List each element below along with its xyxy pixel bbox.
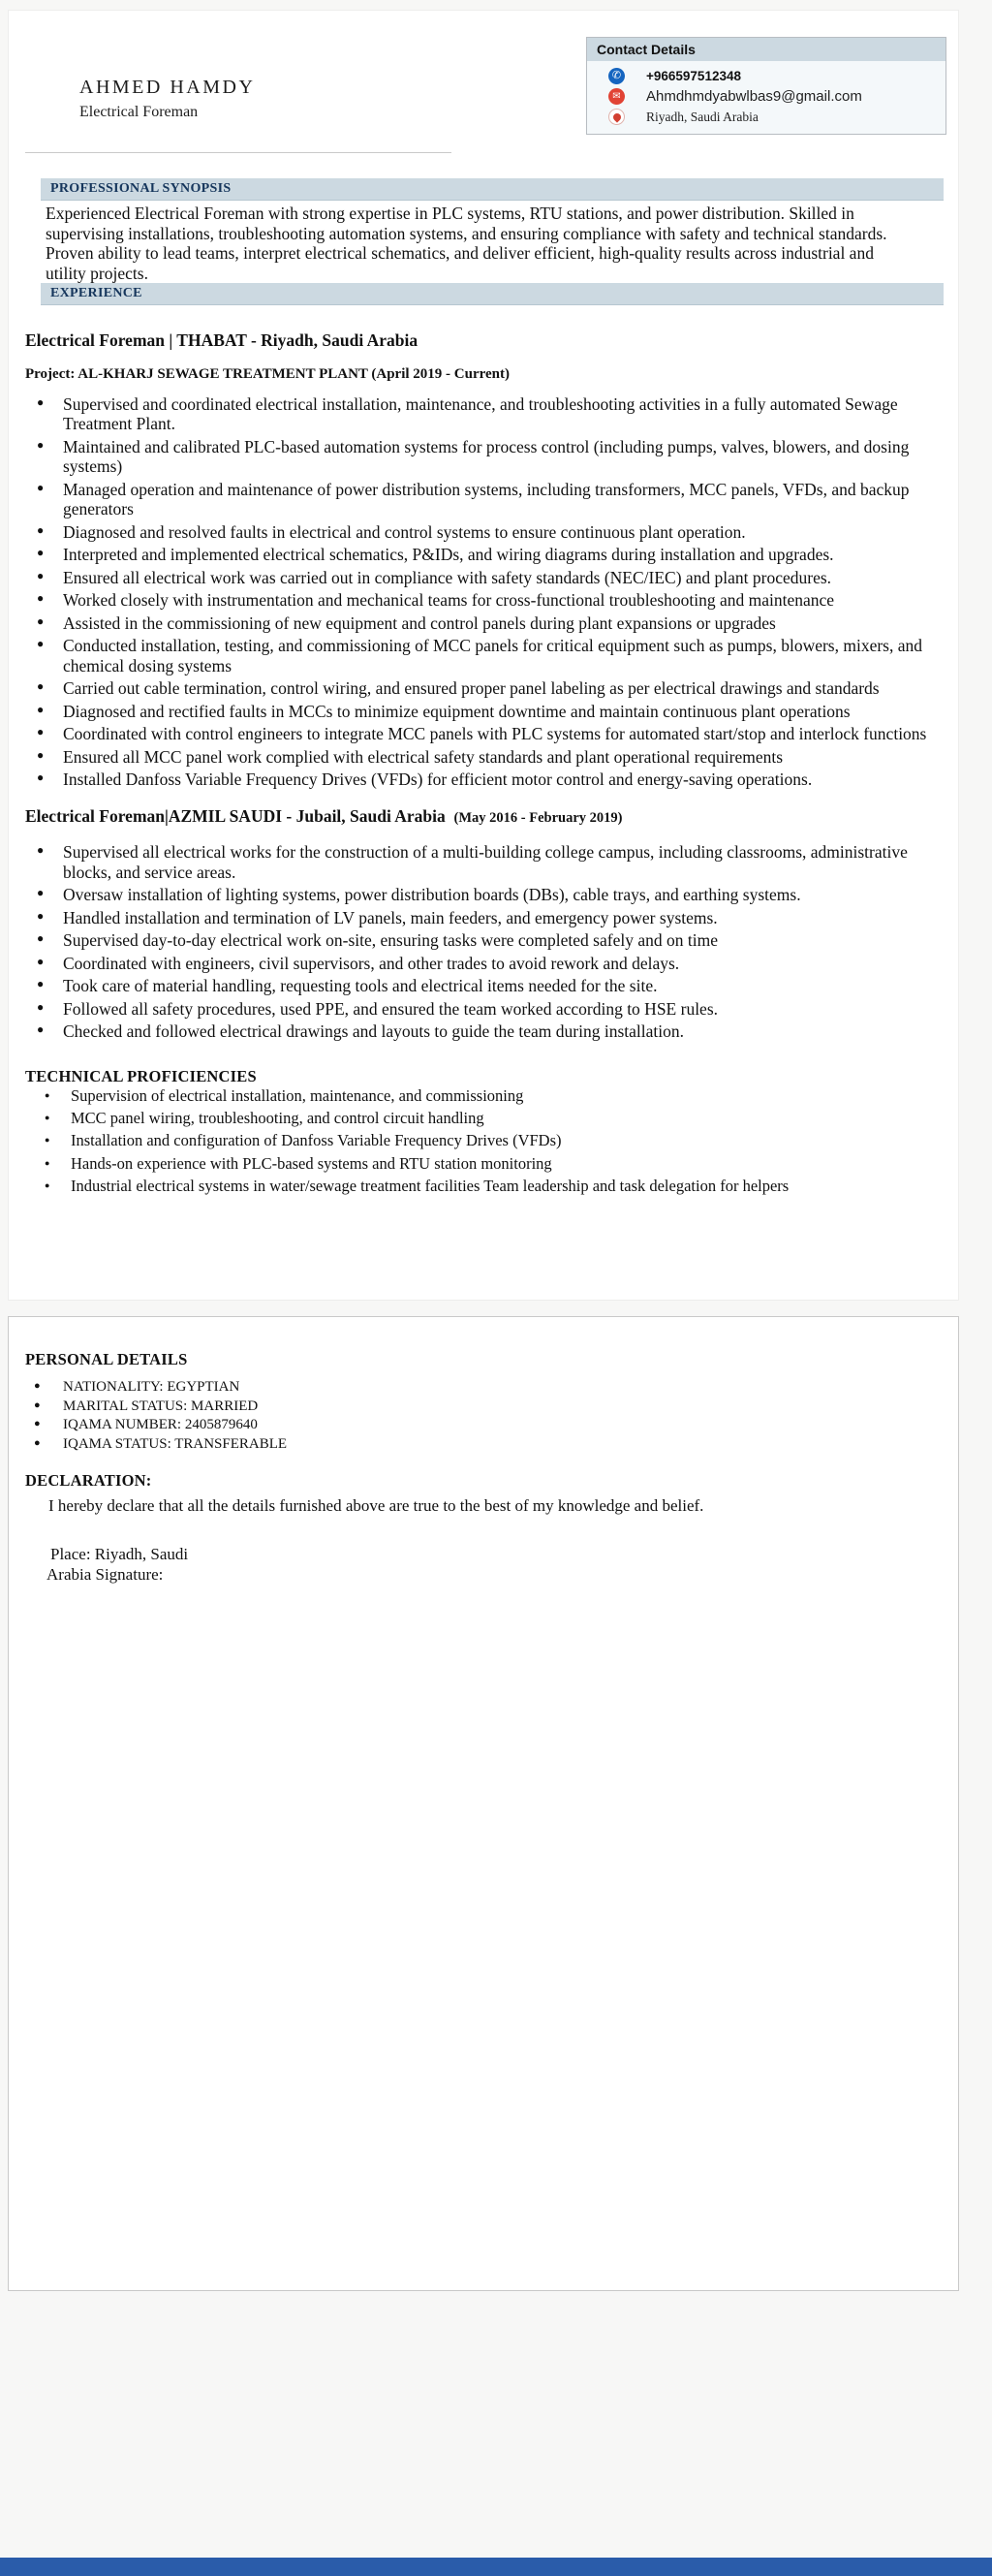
location-pin-icon [608,109,625,125]
job1-bullet-item [37,724,946,743]
bullet-icon: ● [45,1089,50,1100]
job1-bullet-item [37,480,946,519]
bullet-text: Followed all safety procedures, used PPE, and ensured the team worked according to HSE rules. [63,998,719,1019]
bullet-text: IQAMA NUMBER: 2405879640 [63,1417,258,1432]
contact-row-location [595,107,938,127]
bullet-icon: ● [37,568,45,582]
identity-block [79,77,255,121]
job1-bullet-item [37,545,946,564]
job1-bullet-item [37,568,946,587]
bullet-text: Diagnosed and resolved faults in electrical and control systems to ensure continuous plant operation. [63,521,746,542]
location-pin-shape [611,111,622,122]
job2-bullet-item [37,976,946,995]
personal-detail-item [34,1436,946,1453]
header-divider [25,152,451,153]
job2-bullet-list [25,842,946,1041]
contact-details-title: Contact Details [587,38,946,61]
job1-bullet-item [37,394,946,434]
bullet-text: Supervised all electrical works for the construction of a multi-building college campus, including classrooms, administrative blocks, and service areas. [63,842,908,882]
bullet-icon: ● [37,546,45,560]
job2-bullet-item [37,930,946,950]
bullet-icon: ● [37,999,45,1014]
technical-item [45,1131,946,1149]
bullet-icon: ● [37,977,45,991]
section-header-professional-synopsis: PROFESSIONAL SYNOPSIS [41,178,944,201]
place-line-1: Place: Riyadh, Saudi [50,1545,189,1564]
bullet-icon: ● [37,591,45,606]
bullet-text: Diagnosed and rectified faults in MCCs to minimize equipment downtime and maintain continuous plant operations [63,701,851,721]
bullet-text: Coordinated with control engineers to integrate MCC panels with PLC systems for automated start/stop and interlock functions [63,724,927,744]
bullet-icon: ● [37,843,45,858]
technical-proficiencies-heading: TECHNICAL PROFICIENCIES [25,1066,257,1085]
job1-bullet-item [37,702,946,721]
declaration-heading: DECLARATION: [25,1471,152,1490]
job2-bullet-item [37,908,946,927]
job1-bullet-item [37,770,946,789]
phone-icon: ✆ [608,68,625,84]
bullet-icon: ● [45,1179,50,1190]
bullet-icon: ● [37,931,45,946]
technical-list [25,1086,946,1195]
bullet-text: Supervised and coordinated electrical installation, maintenance, and troubleshooting activities in a fully automated Sewage Treatment Plant. [63,394,898,434]
contact-location: Riyadh, Saudi Arabia [646,109,759,124]
contact-rows [587,61,946,134]
job2-bullet-item [37,885,946,904]
bullet-icon: ● [37,613,45,628]
bullet-icon: ● [37,770,45,784]
contact-details-card [586,37,946,135]
bullet-icon: ● [37,637,45,651]
job2-bullet-item [37,1021,946,1041]
bullet-icon: ● [34,1436,41,1449]
bullet-icon: ● [37,702,45,716]
job1-project-line: Project: AL-KHARJ SEWAGE TREATMENT PLANT (April 2019 - Current) [25,366,511,382]
bullet-text: Conducted installation, testing, and commissioning of MCC panels for critical equipment such as pumps, blowers, mixers, and chemical dosing systems [63,636,923,675]
job1-bullet-item [37,678,946,698]
bullet-icon: ● [34,1398,41,1411]
technical-item [45,1154,946,1173]
bullet-icon: ● [34,1380,41,1392]
bullet-text: MARITAL STATUS: MARRIED [63,1398,259,1414]
declaration-text: I hereby declare that all the details furnished above are true to the best of my knowledge and belief. [48,1496,704,1515]
candidate-job-title: Electrical Foreman [79,104,199,120]
technical-item [45,1109,946,1127]
place-line-2: Arabia Signature: [46,1564,164,1584]
bullet-icon: ● [37,437,45,452]
bullet-text: Handled installation and termination of LV panels, main feeders, and emergency power systems. [63,907,718,927]
job1-bullet-list [25,394,946,789]
job2-dates: (May 2016 - February 2019) [453,810,623,827]
job1-bullet-item [37,613,946,633]
bottom-blue-bar [0,2558,992,2576]
bullet-text: Carried out cable termination, control wiring, and ensured proper panel labeling as per electrical drawings and standards [63,678,880,699]
bullet-icon: ● [37,395,45,409]
job1-bullet-item [37,747,946,767]
job2-title: Electrical Foreman|AZMIL SAUDI - Jubail, Saudi Arabia [25,806,446,827]
bullet-text: Coordinated with engineers, civil supervisors, and other trades to avoid rework and delays. [63,953,680,973]
bullet-text: Oversaw installation of lighting systems, power distribution boards (DBs), cable trays, and earthing systems. [63,885,801,905]
personal-details-content [25,1342,946,1585]
bullet-text: MCC panel wiring, troubleshooting, and control circuit handling [71,1108,484,1127]
bullet-text: Installed Danfoss Variable Frequency Drives (VFDs) for efficient motor control and energy-saving operations. [63,769,813,789]
bullet-text: Took care of material handling, requesting tools and electrical items needed for the site. [63,976,658,996]
job1-bullet-item [37,590,946,610]
personal-details-heading: PERSONAL DETAILS [25,1350,188,1368]
contact-row-email [595,86,938,107]
email-icon: ✉ [608,88,625,105]
job2-bullet-item [37,842,946,882]
bullet-icon: ● [45,1135,50,1146]
candidate-name: AHMED HAMDY [79,77,256,98]
technical-item [45,1177,946,1195]
technical-item [45,1086,946,1105]
bullet-text: Checked and followed electrical drawings and layouts to guide the team during installation. [63,1021,684,1042]
personal-details-list [25,1379,946,1452]
resume-page-2 [8,1316,959,2291]
bullet-text: Interpreted and implemented electrical schematics, P&IDs, and wiring diagrams during installation and upgrades. [63,545,834,565]
bullet-icon: ● [37,480,45,494]
resume-page-1 [8,10,959,1301]
section-header-experience: EXPERIENCE [41,283,944,305]
bullet-text: Maintained and calibrated PLC-based automation systems for process control (including pumps, valves, blowers, and dosing systems) [63,436,910,477]
bullet-text: Industrial electrical systems in water/sewage treatment facilities Team leadership and task delegation for helpers [71,1176,790,1195]
job2-bullet-item [37,954,946,973]
bullet-icon: ● [45,1157,50,1168]
bullet-icon: ● [37,1022,45,1037]
bullet-text: Assisted in the commissioning of new equipment and control panels during plant expansions or upgrades [63,613,776,633]
bullet-icon: ● [37,908,45,923]
bullet-icon: ● [34,1418,41,1429]
bullet-icon: ● [37,725,45,739]
bullet-icon: ● [37,522,45,537]
job2-bullet-item [37,999,946,1019]
job1-bullet-item [37,522,946,542]
job1-bullet-item [37,437,946,477]
synopsis-text: Experienced Electrical Foreman with strong expertise in PLC systems, RTU stations, and power distribution. Skilled in supervising installations, troubleshooting automation systems, and ensuring compliance with safety and technical standards. Proven ability to lead teams, interpret electrical schematics, and deliver efficient, high-quality results across industrial and utility projects. [46,204,887,283]
bullet-icon: ● [37,954,45,968]
bullet-icon: ● [37,747,45,762]
bullet-icon: ● [37,886,45,900]
personal-detail-item [34,1398,946,1415]
job1-bullet-item [37,636,946,675]
job1-title: Electrical Foreman | THABAT - Riyadh, Saudi Arabia [25,330,418,350]
job2-heading [25,806,946,827]
contact-row-phone [595,66,938,86]
bullet-text: Supervised day-to-day electrical work on-site, ensuring tasks were completed safely and on time [63,930,718,951]
bullet-text: NATIONALITY: EGYPTIAN [63,1379,240,1395]
bullet-text: Hands-on experience with PLC-based systems and RTU station monitoring [71,1153,552,1173]
contact-phone: +966597512348 [646,69,741,83]
bullet-text: Supervision of electrical installation, maintenance, and commissioning [71,1085,524,1105]
bullet-icon: ● [45,1112,50,1122]
contact-email: Ahmdhmdyabwlbas9@gmail.com [646,88,862,105]
personal-detail-item [34,1379,946,1396]
bullet-text: Ensured all electrical work was carried out in compliance with safety standards (NEC/IEC) and plant procedures. [63,567,832,587]
bullet-text: Managed operation and maintenance of power distribution systems, including transformers, MCC panels, VFDs, and backup generators [63,479,910,519]
bullet-text: Worked closely with instrumentation and mechanical teams for cross-functional troubleshooting and maintenance [63,590,835,611]
bullet-icon: ● [37,679,45,694]
experience-content [25,330,946,1199]
personal-detail-item [34,1417,946,1433]
bullet-text: IQAMA STATUS: TRANSFERABLE [63,1435,288,1452]
bullet-text: Ensured all MCC panel work complied with electrical safety standards and plant operational requirements [63,746,784,767]
bullet-text: Installation and configuration of Danfoss Variable Frequency Drives (VFDs) [71,1131,562,1150]
